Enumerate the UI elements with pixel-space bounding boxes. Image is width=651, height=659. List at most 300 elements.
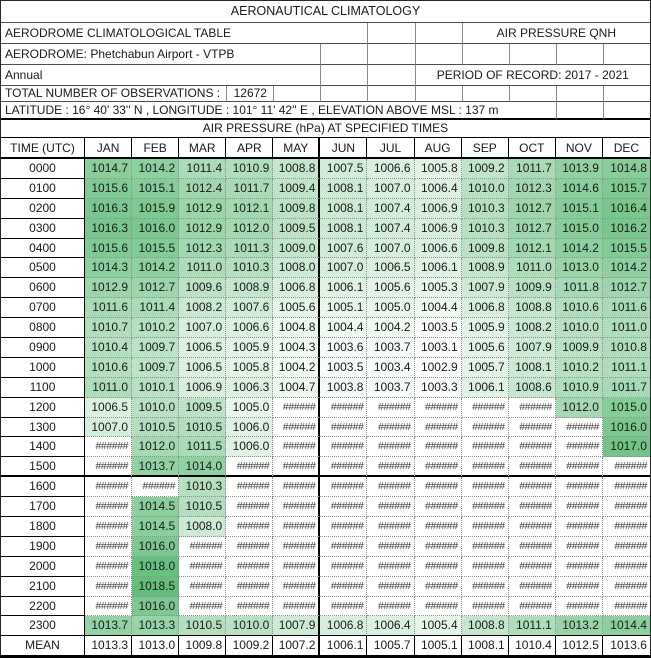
spacer-cell (320, 44, 367, 65)
missing-value-cell: ###### (462, 517, 509, 537)
value-cell: 1015.1 (132, 179, 179, 199)
missing-value-cell: ###### (320, 437, 367, 457)
value-cell: 1008.0 (179, 517, 226, 537)
value-cell: 1010.5 (179, 418, 226, 438)
value-cell: 1006.1 (320, 278, 367, 298)
missing-value-cell: ###### (85, 497, 132, 517)
value-cell: 1005.8 (226, 358, 273, 378)
time-cell: 1100 (1, 378, 85, 398)
value-cell: 1010.2 (132, 318, 179, 338)
value-cell: 1014.2 (556, 239, 603, 259)
value-cell: 1007.0 (367, 239, 414, 259)
month-header-cell: DEC (603, 138, 650, 159)
missing-value-cell: ###### (462, 597, 509, 617)
missing-value-cell: ###### (320, 418, 367, 438)
missing-value-cell: ###### (179, 577, 226, 597)
value-cell: 1008.9 (462, 258, 509, 278)
month-header-cell: JUN (320, 138, 367, 159)
value-cell: 1015.1 (556, 199, 603, 219)
spacer-cell (367, 23, 414, 44)
mean-value-cell: 1012.5 (556, 636, 603, 655)
aerodrome-label: AERODROME: Phetchabun Airport - VTPB (1, 44, 320, 65)
value-cell: 1005.0 (226, 398, 273, 418)
month-header-cell: FEB (132, 138, 179, 159)
time-cell: 0200 (1, 199, 85, 219)
value-cell: 1006.5 (85, 398, 132, 418)
value-cell: 1011.0 (509, 258, 556, 278)
time-cell: 1700 (1, 497, 85, 517)
value-cell: 1014.3 (85, 258, 132, 278)
value-cell: 1012.0 (556, 398, 603, 418)
value-cell: 1018.0 (132, 557, 179, 577)
value-cell: 1016.3 (85, 219, 132, 239)
value-cell: 1007.6 (320, 239, 367, 259)
value-cell: 1002.9 (415, 358, 462, 378)
value-cell: 1009.2 (462, 159, 509, 179)
missing-value-cell: ###### (462, 398, 509, 418)
missing-value-cell: ###### (556, 597, 603, 617)
value-cell: 1010.3 (179, 477, 226, 497)
spacer-cell (273, 86, 320, 102)
missing-value-cell: ###### (273, 497, 320, 517)
missing-value-cell: ###### (273, 537, 320, 557)
missing-value-cell: ###### (603, 557, 650, 577)
value-cell: 1015.0 (556, 219, 603, 239)
time-cell: 0500 (1, 258, 85, 278)
value-cell: 1014.6 (556, 179, 603, 199)
month-header-cell: NOV (556, 138, 603, 159)
value-cell: 1007.6 (226, 298, 273, 318)
value-cell: 1010.0 (462, 179, 509, 199)
value-cell: 1014.2 (132, 159, 179, 179)
missing-value-cell: ###### (462, 418, 509, 438)
missing-value-cell: ###### (85, 517, 132, 537)
value-cell: 1010.0 (556, 318, 603, 338)
value-cell: 1011.1 (509, 616, 556, 636)
value-cell: 1013.7 (85, 616, 132, 636)
value-cell: 1012.9 (85, 278, 132, 298)
value-cell: 1004.4 (415, 298, 462, 318)
missing-value-cell: ###### (320, 398, 367, 418)
value-cell: 1005.8 (415, 159, 462, 179)
value-cell: 1009.5 (273, 219, 320, 239)
missing-value-cell: ###### (132, 477, 179, 497)
value-cell: 1005.6 (367, 278, 414, 298)
spacer-cell (462, 44, 509, 65)
missing-value-cell: ###### (509, 597, 556, 617)
value-cell: 1006.0 (226, 418, 273, 438)
value-cell: 1015.7 (603, 179, 650, 199)
value-cell: 1010.3 (462, 219, 509, 239)
mean-value-cell: 1013.3 (85, 636, 132, 655)
missing-value-cell: ###### (367, 537, 414, 557)
month-header-cell: MAR (179, 138, 226, 159)
value-cell: 1007.0 (320, 258, 367, 278)
time-cell: 0800 (1, 318, 85, 338)
value-cell: 1011.6 (603, 298, 650, 318)
value-cell: 1007.9 (462, 278, 509, 298)
value-cell: 1006.4 (415, 179, 462, 199)
value-cell: 1009.4 (273, 179, 320, 199)
value-cell: 1010.5 (132, 418, 179, 438)
value-cell: 1006.0 (226, 437, 273, 457)
time-cell: 2200 (1, 597, 85, 617)
missing-value-cell: ###### (415, 477, 462, 497)
value-cell: 1008.1 (320, 179, 367, 199)
value-cell: 1006.1 (415, 258, 462, 278)
value-cell: 1008.6 (509, 378, 556, 398)
value-cell: 1003.4 (367, 358, 414, 378)
value-cell: 1008.0 (273, 258, 320, 278)
value-cell: 1011.7 (509, 159, 556, 179)
value-cell: 1008.2 (509, 318, 556, 338)
value-cell: 1005.1 (320, 298, 367, 318)
month-header-cell: MAY (273, 138, 320, 159)
missing-value-cell: ###### (415, 437, 462, 457)
value-cell: 1011.0 (179, 258, 226, 278)
missing-value-cell: ###### (415, 577, 462, 597)
missing-value-cell: ###### (367, 517, 414, 537)
spacer-cell (556, 86, 603, 102)
value-cell: 1011.1 (603, 358, 650, 378)
mean-value-cell: 1009.8 (179, 636, 226, 655)
pressure-type-label: AIR PRESSURE QNH (462, 23, 650, 44)
missing-value-cell: ###### (367, 457, 414, 477)
value-cell: 1014.8 (603, 159, 650, 179)
value-cell: 1012.7 (509, 199, 556, 219)
spacer-cell (367, 44, 414, 65)
missing-value-cell: ###### (603, 577, 650, 597)
value-cell: 1007.0 (367, 179, 414, 199)
value-cell: 1003.7 (367, 338, 414, 358)
value-cell: 1008.1 (509, 358, 556, 378)
missing-value-cell: ###### (415, 517, 462, 537)
value-cell: 1003.5 (415, 318, 462, 338)
value-cell: 1012.3 (179, 239, 226, 259)
value-cell: 1005.9 (226, 338, 273, 358)
month-header-cell: OCT (509, 138, 556, 159)
observations-label: TOTAL NUMBER OF OBSERVATIONS : (1, 86, 226, 102)
value-cell: 1010.6 (85, 358, 132, 378)
value-cell: 1016.2 (603, 219, 650, 239)
value-cell: 1018.5 (132, 577, 179, 597)
missing-value-cell: ###### (509, 477, 556, 497)
spacer-cell (603, 44, 650, 65)
value-cell: 1012.3 (509, 179, 556, 199)
mean-value-cell: 1006.1 (320, 636, 367, 655)
missing-value-cell: ###### (556, 418, 603, 438)
value-cell: 1014.2 (132, 258, 179, 278)
value-cell: 1007.9 (509, 338, 556, 358)
value-cell: 1010.5 (179, 497, 226, 517)
value-cell: 1012.7 (603, 278, 650, 298)
spacer-cell (556, 102, 603, 120)
missing-value-cell: ###### (320, 577, 367, 597)
spacer-cell (415, 86, 462, 102)
missing-value-cell: ###### (85, 437, 132, 457)
missing-value-cell: ###### (415, 537, 462, 557)
missing-value-cell: ###### (273, 418, 320, 438)
time-cell: 2100 (1, 577, 85, 597)
period-label: Annual (1, 65, 320, 86)
value-cell: 1006.6 (415, 239, 462, 259)
value-cell: 1008.1 (320, 199, 367, 219)
value-cell: 1012.0 (132, 437, 179, 457)
value-cell: 1006.8 (320, 616, 367, 636)
value-cell: 1005.9 (462, 318, 509, 338)
spacer-cell (509, 44, 556, 65)
missing-value-cell: ###### (273, 398, 320, 418)
missing-value-cell: ###### (509, 537, 556, 557)
value-cell: 1014.5 (132, 517, 179, 537)
missing-value-cell: ###### (85, 557, 132, 577)
time-header-cell: TIME (UTC) (1, 138, 85, 159)
value-cell: 1016.0 (132, 537, 179, 557)
value-cell: 1007.9 (273, 616, 320, 636)
value-cell: 1009.8 (273, 199, 320, 219)
time-cell: 1400 (1, 437, 85, 457)
missing-value-cell: ###### (603, 597, 650, 617)
value-cell: 1016.4 (603, 199, 650, 219)
value-cell: 1013.2 (556, 616, 603, 636)
spacer-cell (462, 86, 509, 102)
missing-value-cell: ###### (509, 517, 556, 537)
value-cell: 1010.1 (132, 378, 179, 398)
observations-value: 12672 (226, 86, 273, 102)
missing-value-cell: ###### (509, 418, 556, 438)
value-cell: 1008.8 (509, 298, 556, 318)
time-cell: 2300 (1, 616, 85, 636)
missing-value-cell: ###### (603, 477, 650, 497)
missing-value-cell: ###### (415, 497, 462, 517)
value-cell: 1006.9 (415, 199, 462, 219)
missing-value-cell: ###### (603, 457, 650, 477)
missing-value-cell: ###### (367, 557, 414, 577)
missing-value-cell: ###### (556, 477, 603, 497)
missing-value-cell: ###### (556, 497, 603, 517)
spacer-cell (367, 86, 414, 102)
missing-value-cell: ###### (226, 557, 273, 577)
mean-value-cell: 1009.2 (226, 636, 273, 655)
value-cell: 1012.7 (509, 219, 556, 239)
value-cell: 1010.0 (132, 398, 179, 418)
value-cell: 1009.6 (179, 278, 226, 298)
missing-value-cell: ###### (556, 517, 603, 537)
value-cell: 1011.0 (603, 318, 650, 338)
value-cell: 1014.0 (179, 457, 226, 477)
value-cell: 1005.7 (462, 358, 509, 378)
missing-value-cell: ###### (320, 557, 367, 577)
missing-value-cell: ###### (415, 597, 462, 617)
missing-value-cell: ###### (320, 597, 367, 617)
value-cell: 1011.7 (226, 179, 273, 199)
value-cell: 1011.5 (179, 437, 226, 457)
spacer-cell (320, 86, 367, 102)
section-title: AIR PRESSURE (hPa) AT SPECIFIED TIMES (1, 120, 650, 138)
value-cell: 1008.9 (226, 278, 273, 298)
missing-value-cell: ###### (367, 398, 414, 418)
value-cell: 1012.1 (509, 239, 556, 259)
value-cell: 1010.6 (556, 298, 603, 318)
time-cell: 1000 (1, 358, 85, 378)
missing-value-cell: ###### (179, 597, 226, 617)
value-cell: 1012.0 (226, 219, 273, 239)
missing-value-cell: ###### (462, 557, 509, 577)
missing-value-cell: ###### (85, 537, 132, 557)
value-cell: 1010.9 (556, 378, 603, 398)
time-cell: 1300 (1, 418, 85, 438)
missing-value-cell: ###### (226, 597, 273, 617)
value-cell: 1006.5 (179, 338, 226, 358)
missing-value-cell: ###### (509, 457, 556, 477)
value-cell: 1011.6 (85, 298, 132, 318)
missing-value-cell: ###### (85, 597, 132, 617)
value-cell: 1004.4 (320, 318, 367, 338)
missing-value-cell: ###### (462, 437, 509, 457)
missing-value-cell: ###### (462, 537, 509, 557)
missing-value-cell: ###### (179, 537, 226, 557)
missing-value-cell: ###### (603, 537, 650, 557)
time-cell: 0900 (1, 338, 85, 358)
spacer-cell (320, 65, 367, 86)
mean-value-cell: 1005.1 (415, 636, 462, 655)
value-cell: 1004.3 (273, 338, 320, 358)
missing-value-cell: ###### (226, 577, 273, 597)
missing-value-cell: ###### (367, 418, 414, 438)
mean-value-cell: 1013.0 (132, 636, 179, 655)
spacer-cell (415, 23, 462, 44)
value-cell: 1010.0 (226, 616, 273, 636)
value-cell: 1017.0 (603, 437, 650, 457)
mean-value-cell: 1013.6 (603, 636, 650, 655)
value-cell: 1010.2 (556, 358, 603, 378)
value-cell: 1016.0 (132, 219, 179, 239)
value-cell: 1014.7 (85, 159, 132, 179)
value-cell: 1012.1 (226, 199, 273, 219)
missing-value-cell: ###### (462, 477, 509, 497)
value-cell: 1005.6 (273, 298, 320, 318)
value-cell: 1006.9 (415, 219, 462, 239)
time-cell: 1600 (1, 477, 85, 497)
value-cell: 1015.6 (85, 239, 132, 259)
missing-value-cell: ###### (226, 497, 273, 517)
value-cell: 1010.3 (462, 199, 509, 219)
month-header-cell: APR (226, 138, 273, 159)
month-header-cell: JAN (85, 138, 132, 159)
value-cell: 1014.4 (603, 616, 650, 636)
value-cell: 1006.9 (179, 378, 226, 398)
missing-value-cell: ###### (273, 577, 320, 597)
value-cell: 1013.7 (132, 457, 179, 477)
missing-value-cell: ###### (320, 477, 367, 497)
value-cell: 1004.2 (367, 318, 414, 338)
value-cell: 1015.5 (132, 239, 179, 259)
missing-value-cell: ###### (367, 497, 414, 517)
spacer-cell (367, 65, 414, 86)
time-cell: 0000 (1, 159, 85, 179)
value-cell: 1006.6 (226, 318, 273, 338)
value-cell: 1007.4 (367, 199, 414, 219)
value-cell: 1016.0 (603, 418, 650, 438)
time-cell: 0600 (1, 278, 85, 298)
value-cell: 1004.2 (273, 358, 320, 378)
missing-value-cell: ###### (179, 557, 226, 577)
value-cell: 1005.4 (415, 616, 462, 636)
value-cell: 1006.3 (226, 378, 273, 398)
value-cell: 1006.1 (462, 378, 509, 398)
missing-value-cell: ###### (415, 398, 462, 418)
value-cell: 1004.8 (273, 318, 320, 338)
value-cell: 1012.4 (179, 179, 226, 199)
value-cell: 1011.4 (132, 298, 179, 318)
value-cell: 1004.7 (273, 378, 320, 398)
missing-value-cell: ###### (85, 457, 132, 477)
value-cell: 1003.7 (367, 378, 414, 398)
value-cell: 1008.8 (273, 159, 320, 179)
missing-value-cell: ###### (415, 457, 462, 477)
value-cell: 1011.4 (179, 159, 226, 179)
value-cell: 1006.8 (462, 298, 509, 318)
value-cell: 1013.3 (132, 616, 179, 636)
page-title: AERONAUTICAL CLIMATOLOGY (1, 1, 650, 23)
value-cell: 1012.9 (179, 199, 226, 219)
missing-value-cell: ###### (509, 577, 556, 597)
value-cell: 1015.6 (85, 179, 132, 199)
spacer-cell (556, 44, 603, 65)
missing-value-cell: ###### (556, 577, 603, 597)
value-cell: 1009.7 (132, 338, 179, 358)
value-cell: 1010.3 (226, 258, 273, 278)
value-cell: 1006.8 (273, 278, 320, 298)
value-cell: 1015.5 (603, 239, 650, 259)
missing-value-cell: ###### (273, 437, 320, 457)
missing-value-cell: ###### (273, 517, 320, 537)
value-cell: 1010.9 (226, 159, 273, 179)
mean-label-cell: MEAN (1, 636, 85, 655)
missing-value-cell: ###### (556, 537, 603, 557)
missing-value-cell: ###### (556, 457, 603, 477)
value-cell: 1013.9 (556, 159, 603, 179)
value-cell: 1011.7 (603, 378, 650, 398)
missing-value-cell: ###### (273, 557, 320, 577)
missing-value-cell: ###### (320, 537, 367, 557)
missing-value-cell: ###### (462, 497, 509, 517)
value-cell: 1016.0 (132, 597, 179, 617)
missing-value-cell: ###### (509, 557, 556, 577)
value-cell: 1015.9 (132, 199, 179, 219)
value-cell: 1003.5 (320, 358, 367, 378)
time-cell: 1500 (1, 457, 85, 477)
missing-value-cell: ###### (367, 597, 414, 617)
spacer-cell (415, 44, 462, 65)
value-cell: 1011.0 (85, 378, 132, 398)
mean-value-cell: 1010.4 (509, 636, 556, 655)
value-cell: 1006.5 (179, 358, 226, 378)
value-cell: 1010.5 (179, 616, 226, 636)
value-cell: 1009.5 (179, 398, 226, 418)
value-cell: 1014.5 (132, 497, 179, 517)
missing-value-cell: ###### (226, 457, 273, 477)
value-cell: 1003.3 (415, 378, 462, 398)
value-cell: 1011.8 (556, 278, 603, 298)
value-cell: 1009.8 (462, 239, 509, 259)
value-cell: 1006.6 (367, 159, 414, 179)
value-cell: 1008.2 (179, 298, 226, 318)
value-cell: 1010.4 (85, 338, 132, 358)
value-cell: 1012.9 (179, 219, 226, 239)
missing-value-cell: ###### (462, 577, 509, 597)
missing-value-cell: ###### (556, 437, 603, 457)
